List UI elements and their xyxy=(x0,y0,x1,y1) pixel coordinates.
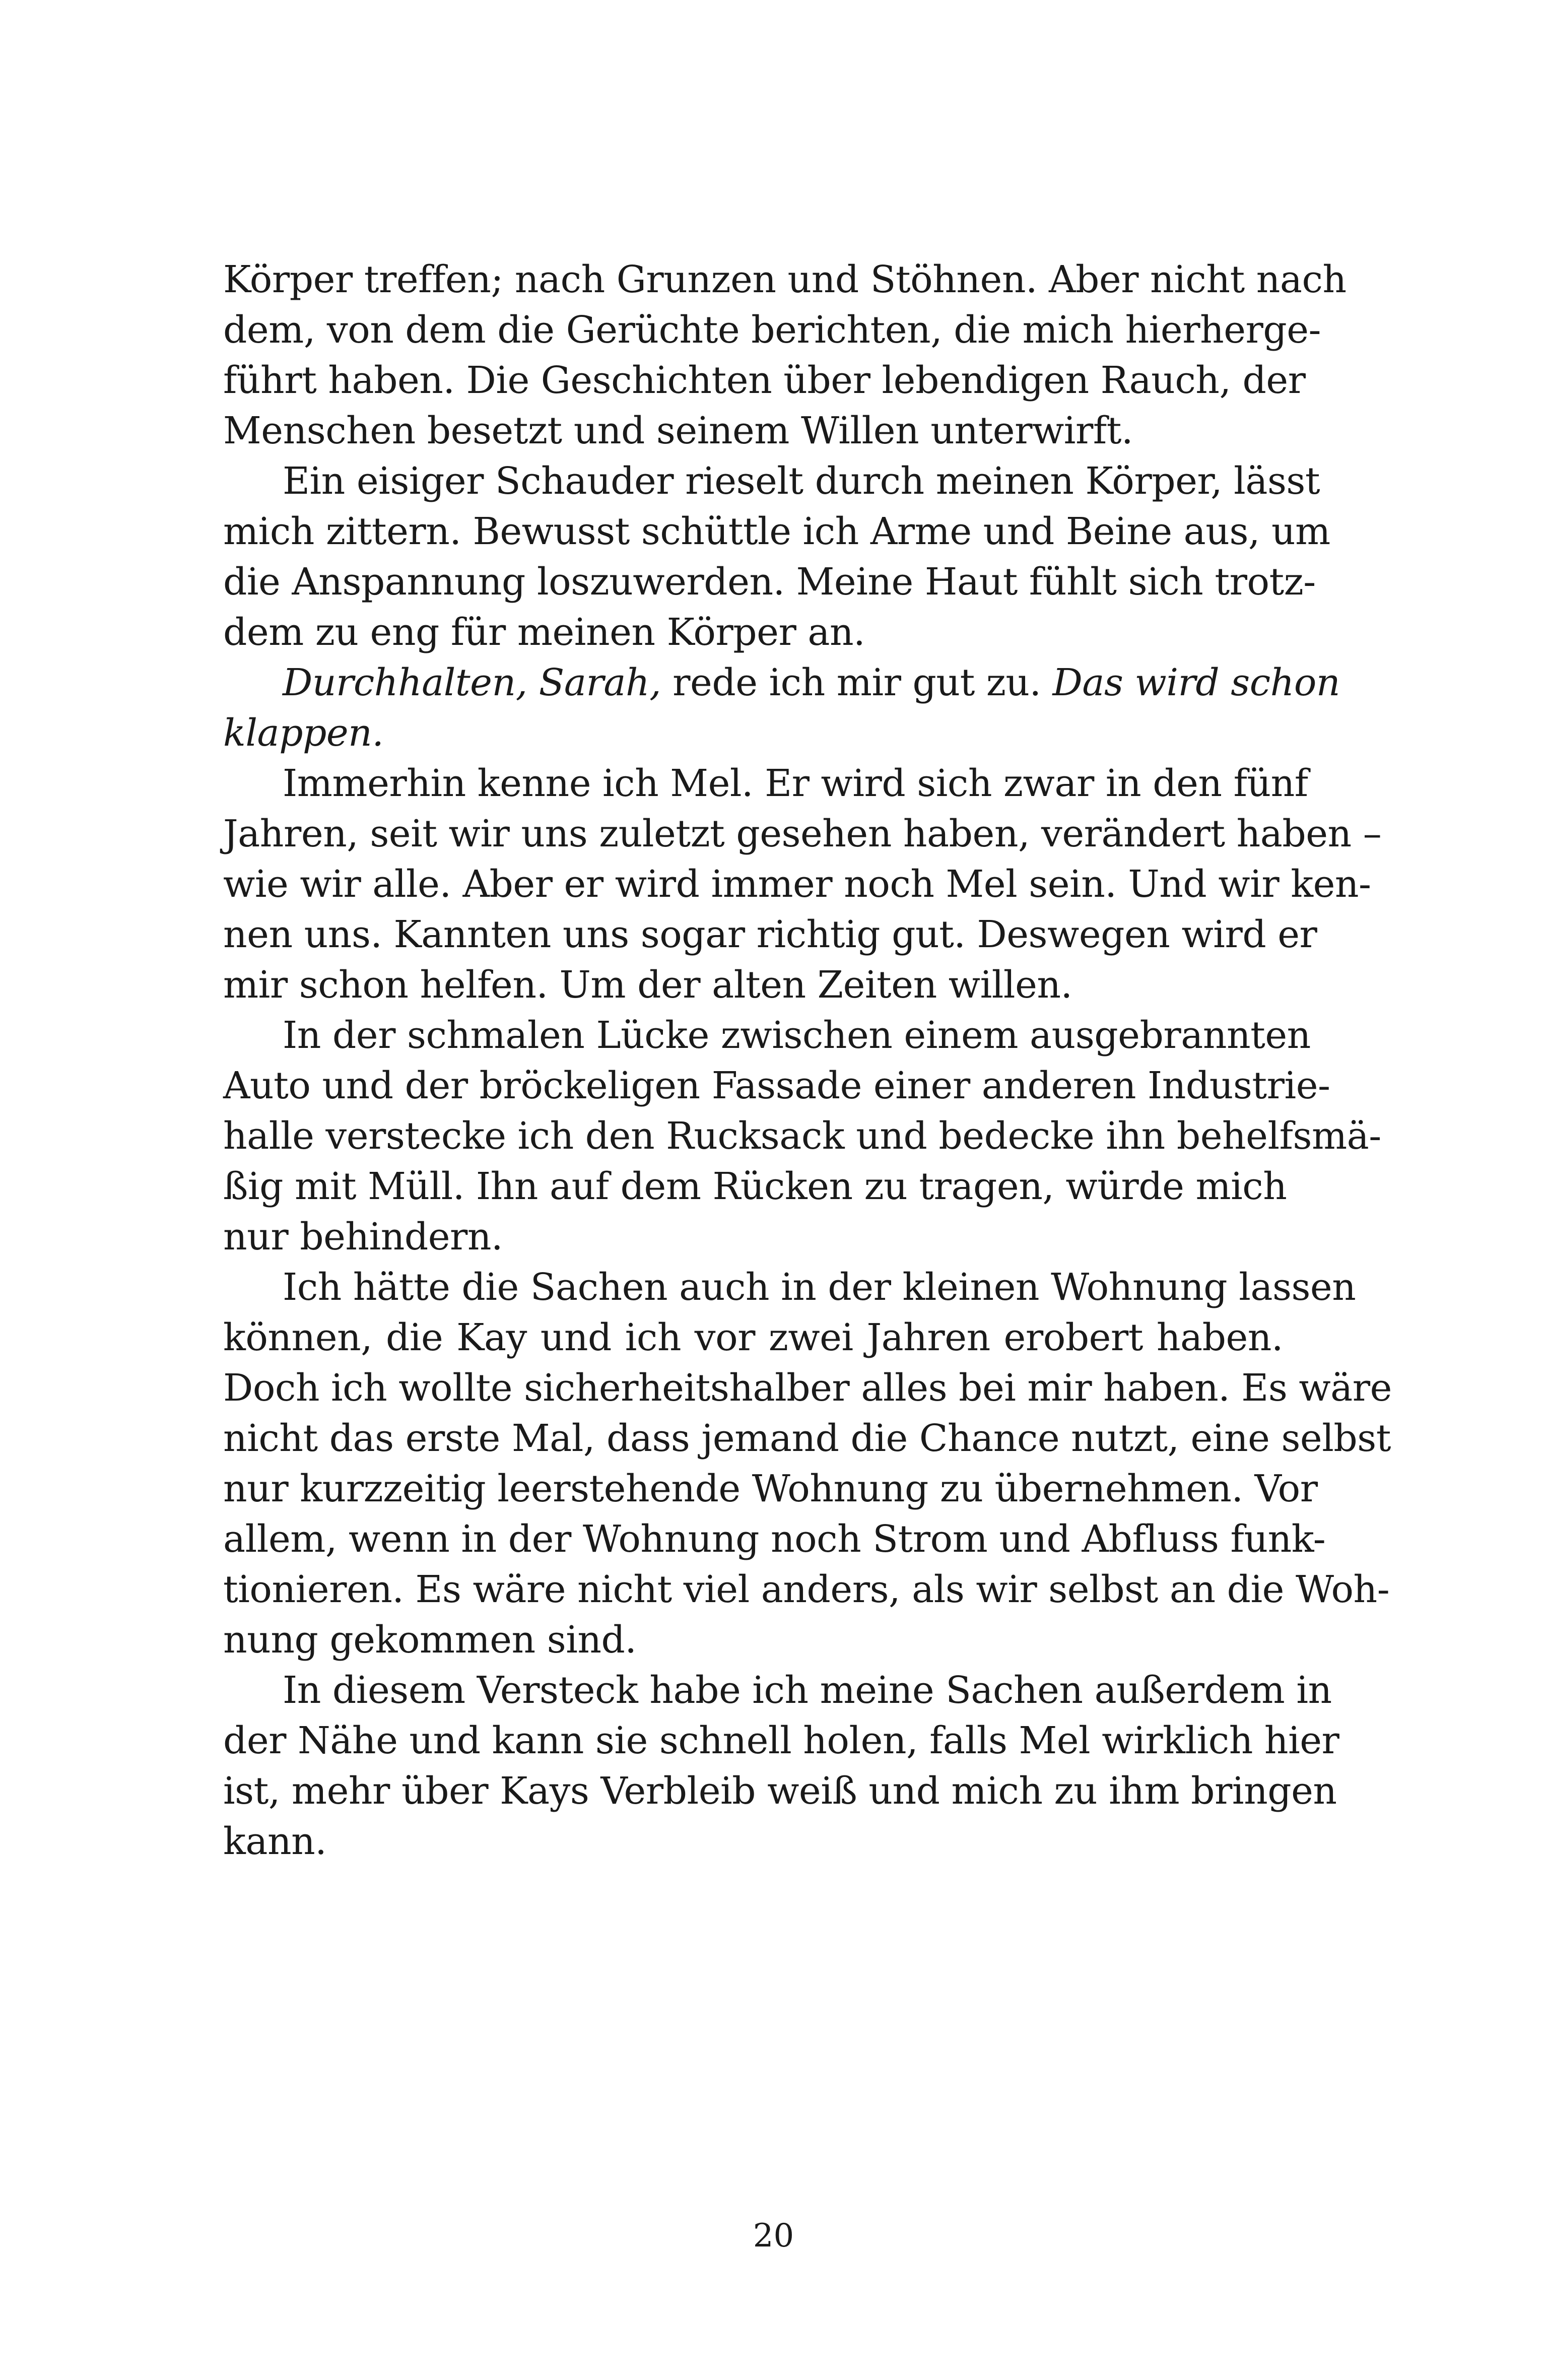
text-line: nicht das erste Mal, dass jemand die Chance nutzt, eine selbst xyxy=(223,1417,1391,1460)
text-line: nur behindern. xyxy=(223,1215,503,1259)
body-text xyxy=(223,254,1392,1867)
italic-phrase: Durchhalten, Sarah, xyxy=(283,661,661,704)
text-line: Auto und der bröckeligen Fassade einer anderen Industrie- xyxy=(223,1064,1330,1107)
text-line: Menschen besetzt und seinem Willen unterwirft. xyxy=(223,409,1133,452)
text-line: Körper treffen; nach Grunzen und Stöhnen. Aber nicht nach xyxy=(223,258,1347,301)
text-line: nur kurzzeitig leerstehende Wohnung zu übernehmen. Vor xyxy=(223,1467,1318,1510)
text-line: halle verstecke ich den Rucksack und bedecke ihn behelfsmä- xyxy=(223,1114,1381,1158)
text-line: wie wir alle. Aber er wird immer noch Mel sein. Und wir ken- xyxy=(223,863,1371,906)
text-line: mich zittern. Bewusst schüttle ich Arme und Beine aus, um xyxy=(223,510,1330,553)
text-line: können, die Kay und ich vor zwei Jahren erobert haben. xyxy=(223,1316,1283,1359)
text-line: ßig mit Müll. Ihn auf dem Rücken zu tragen, würde mich xyxy=(223,1165,1287,1208)
text-line: führt haben. Die Geschichten über lebendigen Rauch, der xyxy=(223,359,1306,402)
text-line: dem, von dem die Gerüchte berichten, die mich hierherge- xyxy=(223,308,1321,352)
text-line: Ich hätte die Sachen auch in der kleinen Wohnung lassen xyxy=(283,1266,1356,1309)
text-line: In der schmalen Lücke zwischen einem ausgebrannten xyxy=(283,1014,1311,1057)
text-line: Doch ich wollte sicherheitshalber alles bei mir haben. Es wäre xyxy=(223,1366,1392,1410)
text-line: nen uns. Kannten uns sogar richtig gut. Deswegen wird er xyxy=(223,913,1317,956)
text-line: allem, wenn in der Wohnung noch Strom und Abfluss funk- xyxy=(223,1517,1326,1561)
text-line: tionieren. Es wäre nicht viel anders, als wir selbst an die Woh- xyxy=(223,1568,1390,1611)
text-line: Ein eisiger Schauder rieselt durch meinen Körper, lässt xyxy=(283,459,1320,503)
italic-phrase: Das wird schon xyxy=(1052,661,1340,704)
text-line: ist, mehr über Kays Verbleib weiß und mich zu ihm bringen xyxy=(223,1769,1337,1813)
text-line: klappen. xyxy=(223,711,384,755)
text-line: Immerhin kenne ich Mel. Er wird sich zwar in den fünf xyxy=(283,762,1308,805)
text-line: die Anspannung loszuwerden. Meine Haut fühlt sich trotz- xyxy=(223,560,1316,604)
text-span: rede ich mir gut zu. xyxy=(661,661,1053,704)
text-line: kann. xyxy=(223,1820,327,1863)
text-line: In diesem Versteck habe ich meine Sachen außerdem in xyxy=(283,1669,1332,1712)
text-line: nung gekommen sind. xyxy=(223,1618,637,1662)
page-number: 20 xyxy=(753,2217,794,2255)
text-line xyxy=(223,657,1340,708)
text-line: mir schon helfen. Um der alten Zeiten willen. xyxy=(223,963,1072,1007)
text-line: der Nähe und kann sie schnell holen, falls Mel wirklich hier xyxy=(223,1719,1339,1762)
text-line: dem zu eng für meinen Körper an. xyxy=(223,611,865,654)
text-line: Jahren, seit wir uns zuletzt gesehen haben, verändert haben – xyxy=(223,812,1382,855)
